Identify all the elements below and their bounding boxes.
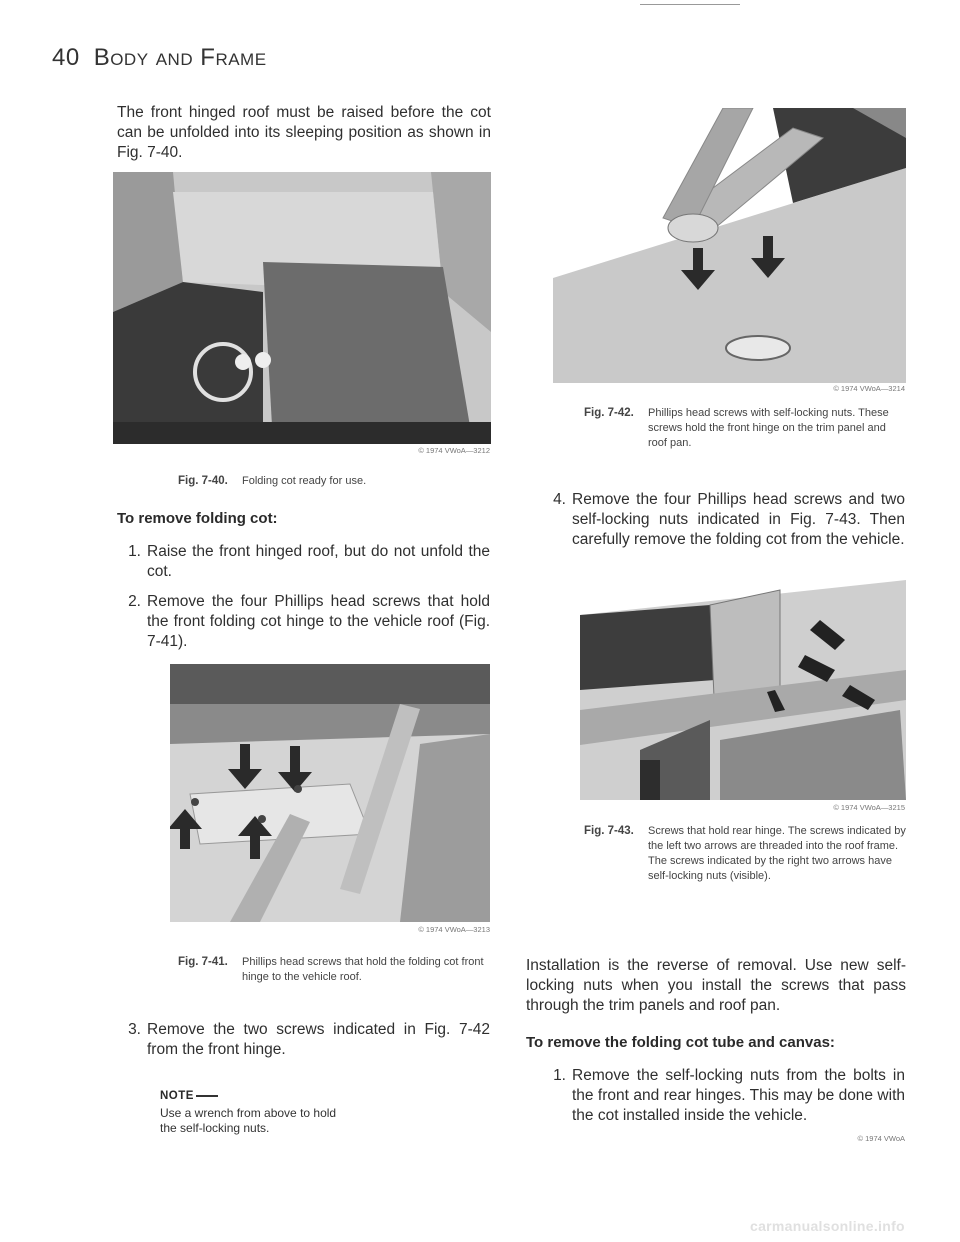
figure-7-43-text: Screws that hold rear hinge. The screws indicated by the left two arrows are threaded into the roof frame. The screws indicated by the right two arrows have self-locking nuts (visible). (648, 825, 906, 882)
page-number: 40 (52, 44, 80, 71)
figure-7-43-label: Fig. 7-43. (584, 825, 634, 837)
figure-7-41-photo (170, 664, 490, 922)
step-3 (115, 1020, 490, 1060)
section-heading-remove-cot: To remove folding cot: (117, 510, 278, 527)
figure-7-43-credit: © 1974 VWoA—3215 (833, 803, 905, 812)
step-1b (540, 1066, 905, 1126)
figure-7-41-credit: © 1974 VWoA—3213 (418, 925, 490, 934)
step-2-number: 2. (128, 593, 141, 610)
installation-paragraph: Installation is the reverse of removal. Use new self-locking nuts when you install the screws that pass through the trim panels and roof pan. (526, 957, 906, 1014)
section-heading-tube-canvas: To remove the folding cot tube and canvas: (526, 1034, 835, 1051)
step-2 (115, 592, 490, 652)
step-3-number: 3. (128, 1021, 141, 1038)
top-rule (640, 4, 740, 5)
figure-7-42-label: Fig. 7-42. (584, 407, 634, 419)
step-3-text: Remove the two screws indicated in Fig. 7-42 from the front hinge. (147, 1021, 490, 1058)
page-title: Body and Frame (93, 44, 267, 71)
page-header (52, 44, 267, 72)
figure-7-42-text: Phillips head screws with self-locking nuts. These screws hold the front hinge on the trim panel and roof pan. (648, 407, 889, 449)
figure-7-42-credit: © 1974 VWoA—3214 (833, 384, 905, 393)
figure-7-43-photo (580, 560, 906, 800)
figure-7-41-caption (178, 955, 490, 985)
step-1 (115, 542, 490, 582)
step-4-text: Remove the four Phillips head screws and two self-locking nuts indicated in Fig. 7-43. Then carefully remove the folding cot from the vehicle. (572, 491, 905, 548)
step-2-text: Remove the four Phillips head screws that hold the front folding cot hinge to the vehicle roof (Fig. 7-41). (147, 593, 490, 650)
bottom-credit: © 1974 VWoA (857, 1134, 905, 1143)
figure-7-40-credit: © 1974 VWoA—3212 (418, 446, 490, 455)
figure-7-41-label: Fig. 7-41. (178, 956, 228, 968)
figure-7-41-text: Phillips head screws that hold the folding cot front hinge to the vehicle roof. (242, 956, 484, 983)
footer-watermark: carmanualsonline.info (750, 1218, 905, 1234)
step-4-number: 4. (553, 491, 566, 508)
note-body: Use a wrench from above to hold the self-locking nuts. (160, 1106, 337, 1135)
figure-7-40-caption (178, 474, 488, 489)
figure-7-42-caption (584, 406, 906, 451)
figure-7-42-photo (553, 108, 906, 383)
step-4 (540, 490, 905, 550)
step-1b-number: 1. (553, 1067, 566, 1084)
step-1-number: 1. (128, 543, 141, 560)
figure-7-40-text: Folding cot ready for use. (242, 475, 367, 487)
intro-paragraph: The front hinged roof must be raised before the cot can be unfolded into its sleeping position as shown in Fig. 7-40. (117, 104, 491, 161)
note-title: NOTE (160, 1090, 218, 1102)
step-1b-text: Remove the self-locking nuts from the bolts in the front and rear hinges. This may be done with the cot installed inside the vehicle. (572, 1067, 905, 1124)
figure-7-40-photo (113, 172, 491, 444)
figure-7-43-caption (584, 824, 906, 884)
figure-7-40-label: Fig. 7-40. (178, 475, 228, 487)
step-1-text: Raise the front hinged roof, but do not unfold the cot. (147, 543, 490, 580)
